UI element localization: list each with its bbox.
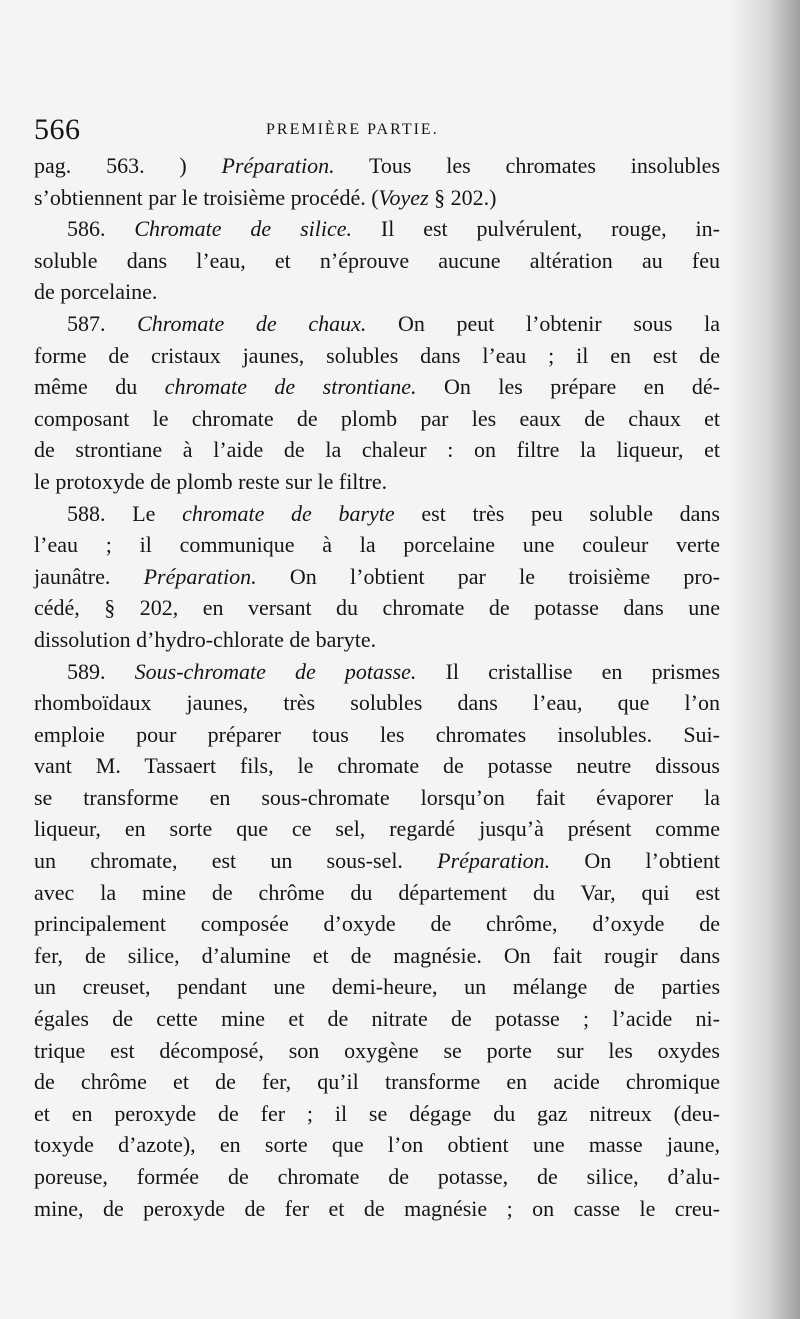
paragraph-589-start: 589. Sous-chromate de potasse. Il cristallise en prismes bbox=[67, 658, 721, 684]
text-line: forme de cristaux jaunes, solubles dans l’eau ; il en est de bbox=[34, 342, 720, 368]
text-line: l’eau ; il communique à la porcelaine une couleur verte bbox=[34, 532, 720, 558]
text-line: de porcelaine. bbox=[34, 279, 158, 305]
text-line: et en peroxyde de fer ; il se dégage du gaz nitreux (deu- bbox=[34, 1100, 720, 1126]
text-line: égales de cette mine et de nitrate de potasse ; l’acide ni- bbox=[34, 1006, 720, 1032]
text-line: de chrôme et de fer, qu’il transforme en acide chromique bbox=[34, 1069, 720, 1095]
text-line: le protoxyde de plomb reste sur le filtre. bbox=[34, 468, 388, 494]
page-header bbox=[34, 112, 734, 148]
text-line: fer, de silice, d’alumine et de magnésie. On fait rougir dans bbox=[34, 942, 720, 968]
text-line: se transforme en sous-chromate lorsqu’on fait évaporer la bbox=[34, 784, 720, 810]
text-line: cédé, § 202, en versant du chromate de potasse dans une bbox=[34, 595, 720, 621]
text-line: jaunâtre. Préparation. On l’obtient par le troisième pro- bbox=[34, 563, 720, 589]
text-line: composant le chromate de plomb par les eaux de chaux et bbox=[34, 405, 720, 431]
text-line: même du chromate de strontiane. On les prépare en dé- bbox=[34, 374, 720, 400]
text-line: toxyde d’azote), en sorte que l’on obtient une masse jaune, bbox=[34, 1132, 720, 1158]
paragraph-587-start: 587. Chromate de chaux. On peut l’obtenir sous la bbox=[67, 310, 720, 336]
text-line: liqueur, en sorte que ce sel, regardé jusqu’à présent comme bbox=[34, 816, 720, 842]
text-line: principalement composée d’oxyde de chrôme, d’oxyde de bbox=[34, 911, 720, 937]
text-line: pag. 563. ) Préparation. Tous les chromates insolubles bbox=[34, 153, 721, 178]
paragraph-586-start: 586. Chromate de silice. Il est pulvérulent, rouge, in- bbox=[67, 216, 720, 242]
text-line: mine, de peroxyde de fer et de magnésie ; on casse le creu- bbox=[34, 1195, 720, 1221]
text-line: s’obtiennent par le troisième procédé. (Voyez § 202.) bbox=[34, 184, 497, 210]
text-line: de strontiane à l’aide de la chaleur : on filtre la liqueur, et bbox=[34, 437, 720, 463]
running-head: PREMIÈRE PARTIE. bbox=[266, 121, 439, 138]
text-line: rhomboïdaux jaunes, très solubles dans l’eau, que l’on bbox=[34, 690, 720, 716]
text-line: un chromate, est un sous-sel. Préparation. On l’obtient bbox=[34, 848, 720, 874]
text-line: emploie pour préparer tous les chromates insolubles. Sui- bbox=[34, 721, 720, 747]
text-line: soluble dans l’eau, et n’éprouve aucune altération au feu bbox=[34, 247, 720, 273]
text-line: un creuset, pendant une demi-heure, un mélange de parties bbox=[34, 974, 720, 1000]
paragraph-588-start: 588. Le chromate de baryte est très peu soluble dans bbox=[67, 500, 720, 526]
text-line: dissolution d’hydro-chlorate de baryte. bbox=[34, 626, 377, 652]
text-line: avec la mine de chrôme du département du Var, qui est bbox=[34, 879, 720, 905]
page-edge-shadow bbox=[730, 0, 800, 1319]
page-number: 566 bbox=[34, 113, 81, 146]
text-line: vant M. Tassaert fils, le chromate de potasse neutre dissous bbox=[34, 753, 720, 779]
text-line: trique est décomposé, son oxygène se porte sur les oxydes bbox=[34, 1037, 720, 1063]
body-text bbox=[34, 150, 720, 1224]
text-line: poreuse, formée de chromate de potasse, de silice, d’alu- bbox=[34, 1164, 720, 1189]
